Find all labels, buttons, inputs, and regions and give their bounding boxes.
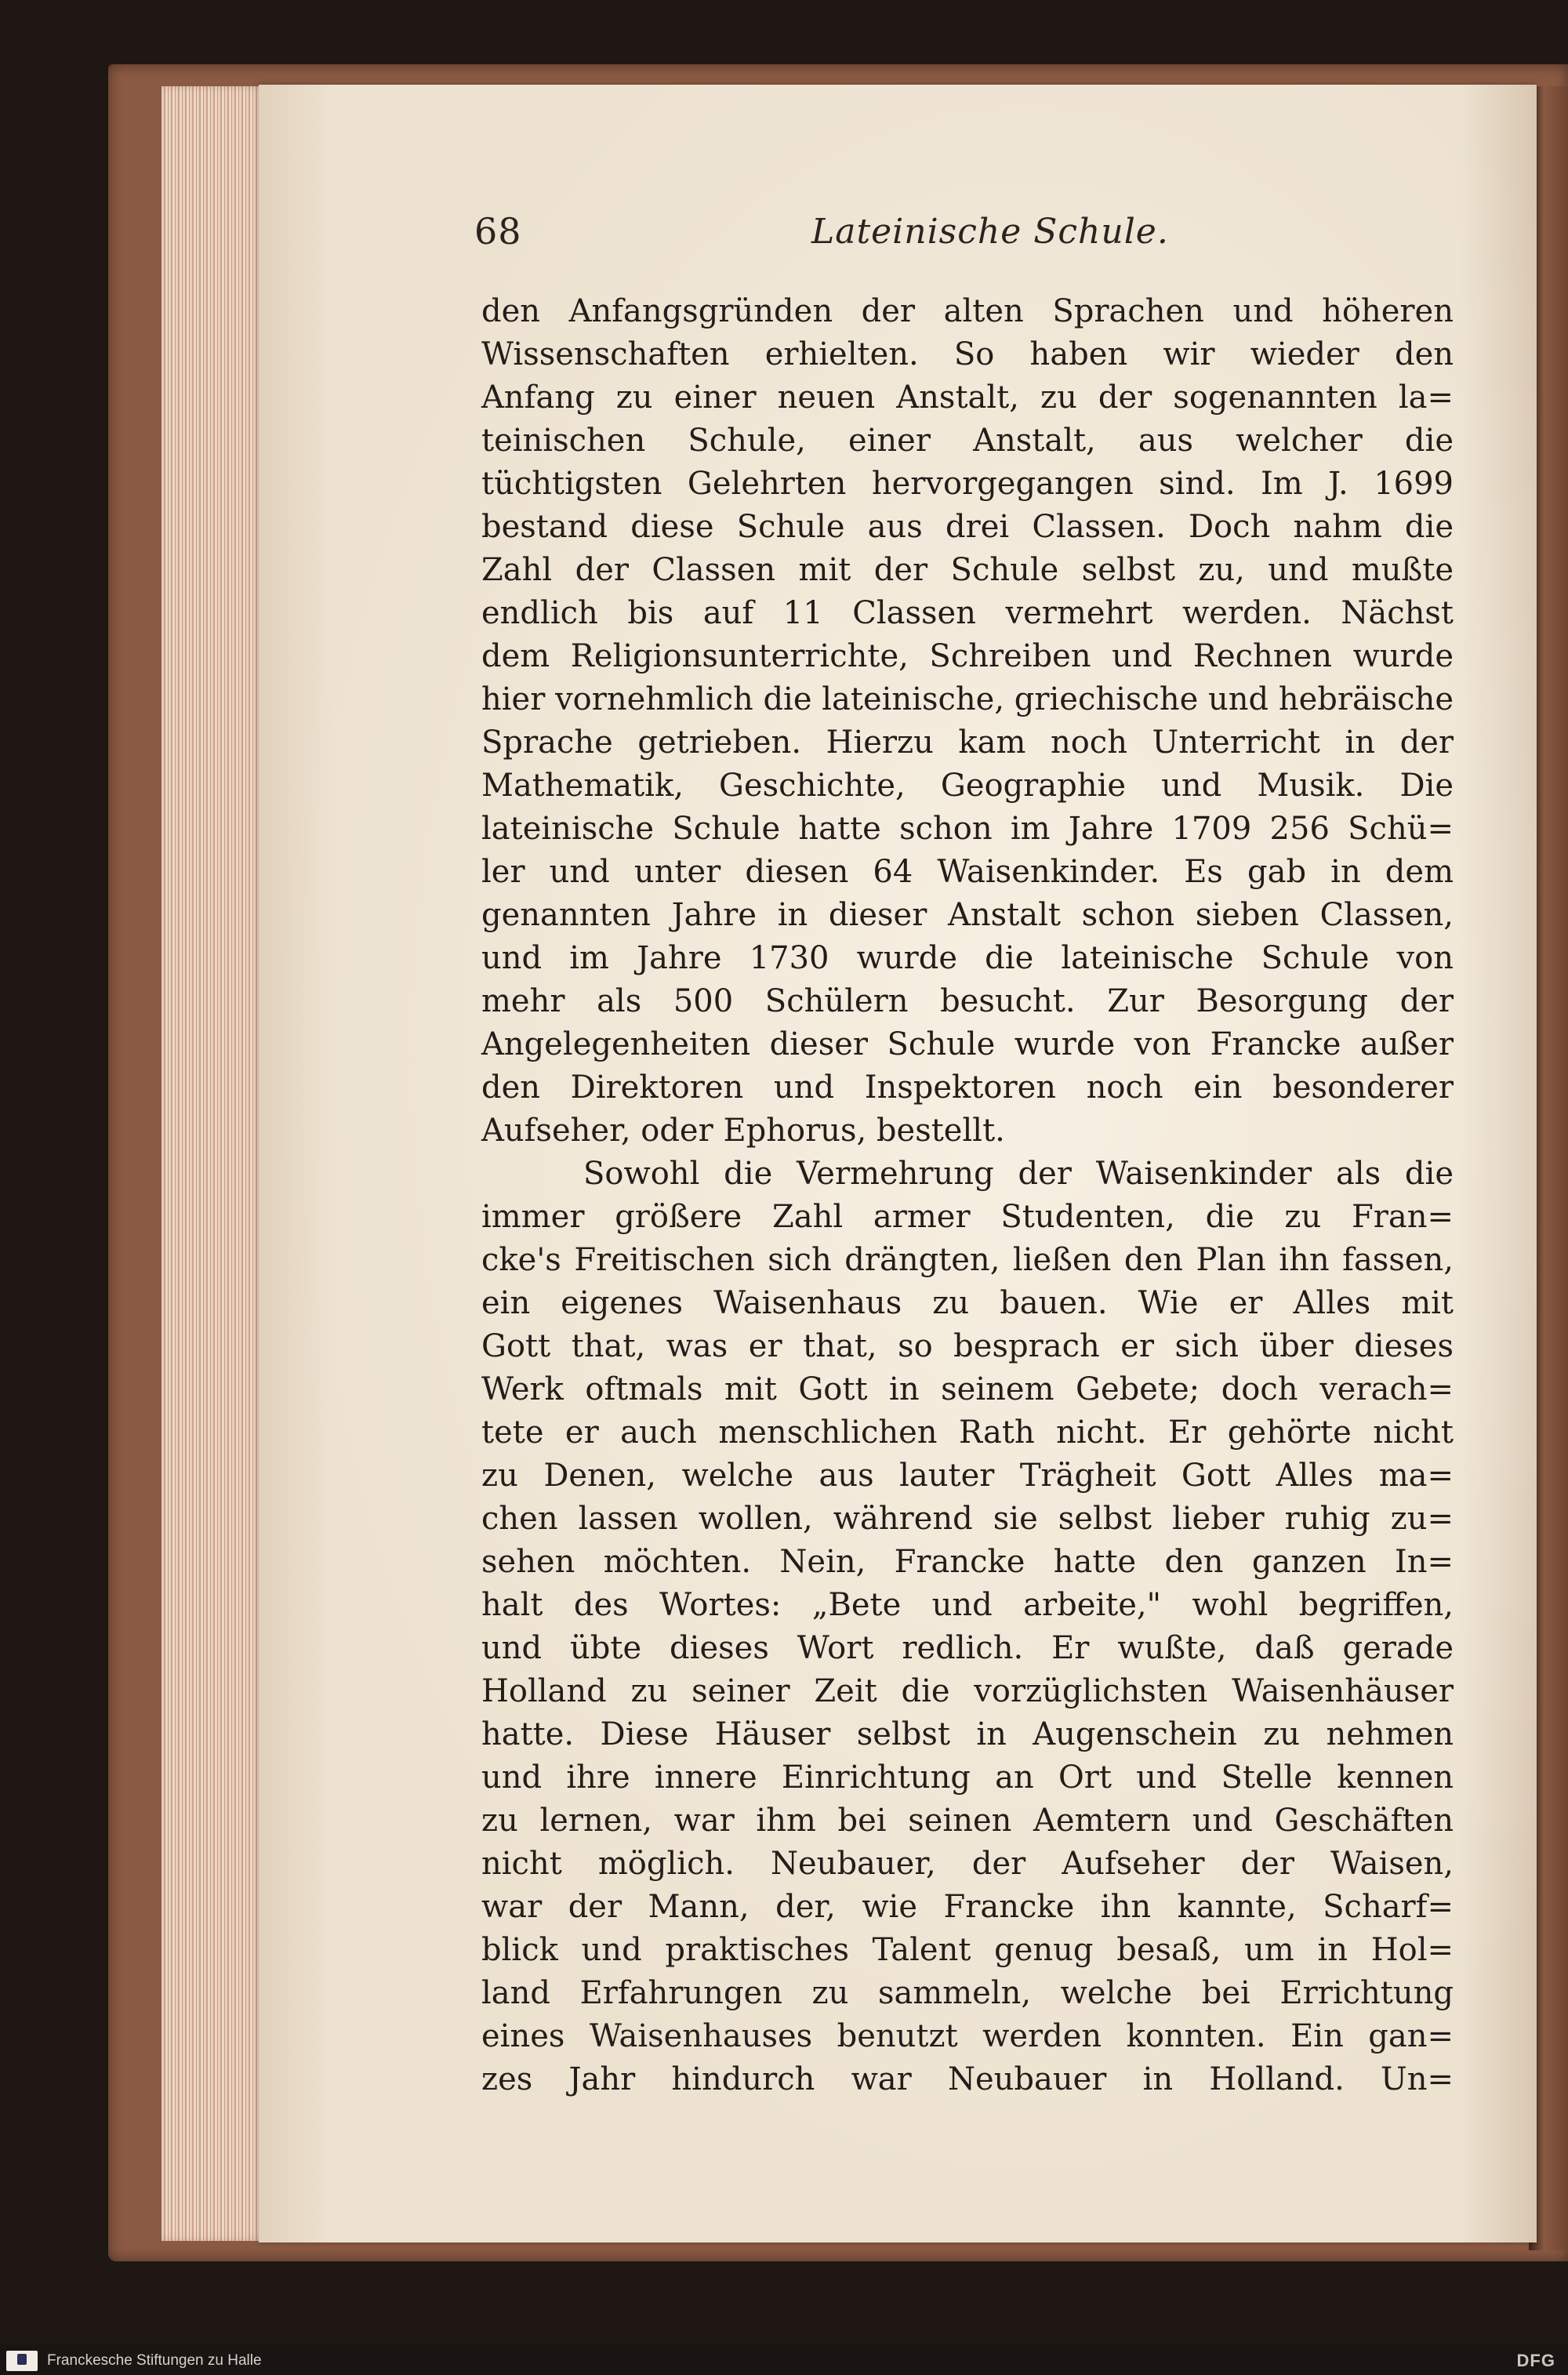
paragraph-start-line: Sowohl die Vermehrung der Waisenkinder als die: [583, 1156, 1454, 1192]
text-line: Mathematik, Geschichte, Geographie und Musik. Die: [481, 768, 1454, 804]
text-line: und ihre innere Einrichtung an Ort und Stelle kennen: [481, 1759, 1454, 1796]
page-fore-edges: [162, 86, 271, 2241]
text-line: dem Religionsunterrichte, Schreiben und Rechnen wurde: [481, 638, 1454, 674]
text-line: zu Denen, welche aus lauter Trägheit Gott Alles ma=: [481, 1458, 1454, 1494]
text-line: teinischen Schule, einer Anstalt, aus welcher die: [481, 423, 1454, 459]
text-line: land Erfahrungen zu sammeln, welche bei Errichtung: [481, 1975, 1454, 2011]
text-line: sehen möchten. Nein, Francke hatte den ganzen In=: [481, 1544, 1454, 1580]
text-line: chen lassen wollen, während sie selbst lieber ruhig zu=: [481, 1501, 1454, 1537]
running-title: Lateinische Schule.: [811, 212, 1169, 252]
text-line: und im Jahre 1730 wurde die lateinische Schule von: [481, 940, 1454, 976]
text-line: den Direktoren und Inspektoren noch ein besonderer: [481, 1069, 1454, 1106]
text-line: immer größere Zahl armer Studenten, die zu Fran=: [481, 1199, 1454, 1235]
text-line: den Anfangsgründen der alten Sprachen und höheren: [481, 293, 1454, 329]
text-line: endlich bis auf 11 Classen vermehrt werden. Nächst: [481, 595, 1454, 631]
text-line: Sprache getrieben. Hierzu kam noch Unterricht in der: [481, 724, 1454, 761]
text-line: halt des Wortes: „Bete und arbeite," wohl begriffen,: [481, 1587, 1454, 1623]
text-line: Angelegenheiten dieser Schule wurde von Francke außer: [481, 1026, 1454, 1062]
text-line: Anfang zu einer neuen Anstalt, zu der sogenannten la=: [481, 379, 1454, 416]
text-line: tete er auch menschlichen Rath nicht. Er gehörte nicht: [481, 1414, 1454, 1451]
text-line: Zahl der Classen mit der Schule selbst zu, und mußte: [481, 552, 1454, 588]
text-line: tüchtigsten Gelehrten hervorgegangen sind. Im J. 1699: [481, 466, 1454, 502]
text-line: bestand diese Schule aus drei Classen. Doch nahm die: [481, 509, 1454, 545]
text-line: Gott that, was er that, so besprach er sich über dieses: [481, 1328, 1454, 1364]
text-line: lateinische Schule hatte schon im Jahre 1709 256 Schü=: [481, 811, 1454, 847]
text-line: eines Waisenhauses benutzt werden konnten. Ein gan=: [481, 2018, 1454, 2054]
text-line: zu lernen, war ihm bei seinen Aemtern und Geschäften: [481, 1803, 1454, 1839]
text-line: ler und unter diesen 64 Waisenkinder. Es gab in dem: [481, 854, 1454, 890]
text-line: nicht möglich. Neubauer, der Aufseher der Waisen,: [481, 1846, 1454, 1882]
text-line: hier vornehmlich die lateinische, griechische und hebräische: [481, 681, 1454, 717]
text-line: blick und praktisches Talent genug besaß, um in Hol=: [481, 1932, 1454, 1968]
text-line: hatte. Diese Häuser selbst in Augenschein zu nehmen: [481, 1716, 1454, 1752]
text-line: und übte dieses Wort redlich. Er wußte, daß gerade: [481, 1630, 1454, 1666]
institution-name: Franckesche Stiftungen zu Halle: [47, 2352, 262, 2369]
text-line: Wissenschaften erhielten. So haben wir wieder den: [481, 336, 1454, 372]
text-line: ein eigenes Waisenhaus zu bauen. Wie er Alles mit: [481, 1285, 1454, 1321]
body-text: [481, 290, 1454, 2101]
text-line: genannten Jahre in dieser Anstalt schon sieben Classen,: [481, 897, 1454, 933]
text-line: war der Mann, der, wie Francke ihn kannte, Scharf=: [481, 1889, 1454, 1925]
paragraph-end-line: Aufseher, oder Ephorus, bestellt.: [481, 1113, 1005, 1149]
text-line: zes Jahr hindurch war Neubauer in Holland. Un=: [481, 2061, 1454, 2097]
viewer-footer: [0, 2344, 1568, 2375]
institution-logo-icon: [6, 2351, 38, 2371]
text-line: cke's Freitischen sich drängten, ließen den Plan ihn fassen,: [481, 1242, 1454, 1278]
text-line: mehr als 500 Schülern besucht. Zur Besorgung der: [481, 983, 1454, 1019]
dfg-badge: DFG: [1516, 2351, 1555, 2370]
page-number: 68: [474, 210, 522, 252]
text-line: Werk oftmals mit Gott in seinem Gebete; doch verach=: [481, 1371, 1454, 1407]
text-line: Holland zu seiner Zeit die vorzüglichsten Waisenhäuser: [481, 1673, 1454, 1709]
running-head: [474, 210, 1462, 265]
